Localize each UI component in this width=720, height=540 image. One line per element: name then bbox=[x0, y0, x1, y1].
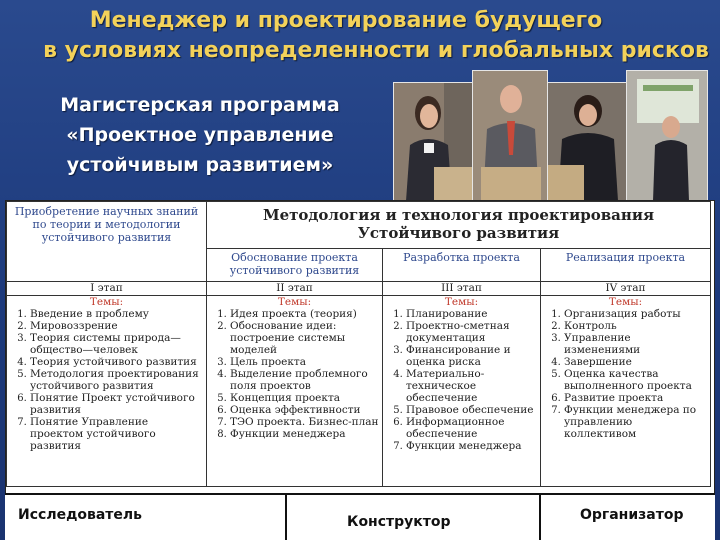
methodology-header-line2: Устойчивого развития bbox=[357, 224, 560, 242]
themes-label-1: Темы: bbox=[89, 296, 124, 308]
list-item: 3. Финансирование и оценка риска bbox=[406, 344, 537, 368]
role-organizer: Организатор bbox=[580, 507, 684, 523]
list-item: 5. Правовое обеспечение bbox=[406, 404, 537, 416]
subheader-justification-text: Обоснование проекта устойчивого развития bbox=[229, 251, 360, 277]
curriculum-table-image bbox=[5, 200, 715, 540]
list-item: 7. Функции менеджера по управлению коллективом bbox=[564, 404, 707, 440]
program-name-line2: устойчивым развитием» bbox=[66, 154, 334, 176]
list-item: 6. Информационное обеспечение bbox=[406, 416, 537, 440]
slide-title-line2: в условиях неопределенности и глобальных рисков bbox=[43, 38, 709, 63]
speaker-photo-3 bbox=[547, 82, 627, 202]
role-researcher: Исследователь bbox=[18, 507, 143, 523]
column-stage-4 bbox=[541, 296, 711, 487]
subheader-implementation bbox=[541, 249, 711, 282]
stage-4: IV этап bbox=[541, 282, 711, 296]
role-designer: Конструктор bbox=[347, 514, 451, 530]
list-item: 4. Выделение проблемного поля проектов bbox=[230, 368, 379, 392]
list-item: 2. Проектно-сметная документация bbox=[406, 320, 537, 344]
list-item: 3. Теория системы природа—общество—человек bbox=[30, 332, 203, 356]
themes-label-3: Темы: bbox=[444, 296, 479, 308]
curriculum-table bbox=[6, 201, 711, 487]
knowledge-header-cell bbox=[7, 202, 207, 282]
subheader-implementation-text: Реализация проекта bbox=[565, 251, 686, 264]
list-item: 1. Планирование bbox=[406, 308, 537, 320]
list-item: 2. Обоснование идеи: построение системы моделей bbox=[230, 320, 379, 356]
speaker-photo-2 bbox=[472, 70, 548, 202]
list-item: 6. Оценка эффективности bbox=[230, 404, 379, 416]
subheader-development bbox=[383, 249, 541, 282]
list-item: 5. Концепция проекта bbox=[230, 392, 379, 404]
methodology-header-line1: Методология и технология проектирования bbox=[262, 206, 655, 224]
column-stage-2 bbox=[207, 296, 383, 487]
list-item: 4. Завершение bbox=[564, 356, 707, 368]
list-item: 2. Мировоззрение bbox=[30, 320, 203, 332]
list-item: 7. Функции менеджера bbox=[406, 440, 537, 452]
list-item: 1. Идея проекта (теория) bbox=[230, 308, 379, 320]
list-item: 8. Функции менеджера bbox=[230, 428, 379, 440]
column-stage-3 bbox=[383, 296, 541, 487]
list-item: 3. Цель проекта bbox=[230, 356, 379, 368]
list-item: 6. Понятие Проект устойчивого развития bbox=[30, 392, 203, 416]
list-item: 5. Оценка качества выполненного проекта bbox=[564, 368, 707, 392]
program-label: Магистерская программа bbox=[60, 94, 340, 116]
list-item: 7. ТЭО проекта. Бизнес-план bbox=[230, 416, 379, 428]
speaker-photo-4 bbox=[626, 70, 708, 202]
list-item: 7. Понятие Управление проектом устойчивого развития bbox=[30, 416, 203, 452]
list-item: 1. Организация работы bbox=[564, 308, 707, 320]
list-item: 5. Методология проектирования устойчивого развития bbox=[30, 368, 203, 392]
program-name-line1: «Проектное управление bbox=[66, 124, 334, 146]
subheader-justification bbox=[207, 249, 383, 282]
stage-3: III этап bbox=[383, 282, 541, 296]
speaker-photo-1 bbox=[393, 82, 473, 202]
themes-label-4: Темы: bbox=[608, 296, 643, 308]
list-item: 2. Контроль bbox=[564, 320, 707, 332]
list-item: 4. Материально-техническое обеспечение bbox=[406, 368, 537, 404]
methodology-header-cell bbox=[207, 202, 711, 249]
list-item: 4. Теория устойчивого развития bbox=[30, 356, 203, 368]
stage-1: I этап bbox=[7, 282, 207, 296]
column-stage-1 bbox=[7, 296, 207, 487]
slide-title-line1: Менеджер и проектирование будущего bbox=[89, 8, 603, 33]
subheader-development-text: Разработка проекта bbox=[403, 251, 520, 264]
themes-label-2: Темы: bbox=[277, 296, 312, 308]
list-item: 1. Введение в проблему bbox=[30, 308, 203, 320]
list-item: 6. Развитие проекта bbox=[564, 392, 707, 404]
list-item: 3. Управление изменениями bbox=[564, 332, 707, 356]
knowledge-header: Приобретение научных знаний по теории и методологии устойчивого развития bbox=[14, 205, 199, 244]
stage-2: II этап bbox=[207, 282, 383, 296]
